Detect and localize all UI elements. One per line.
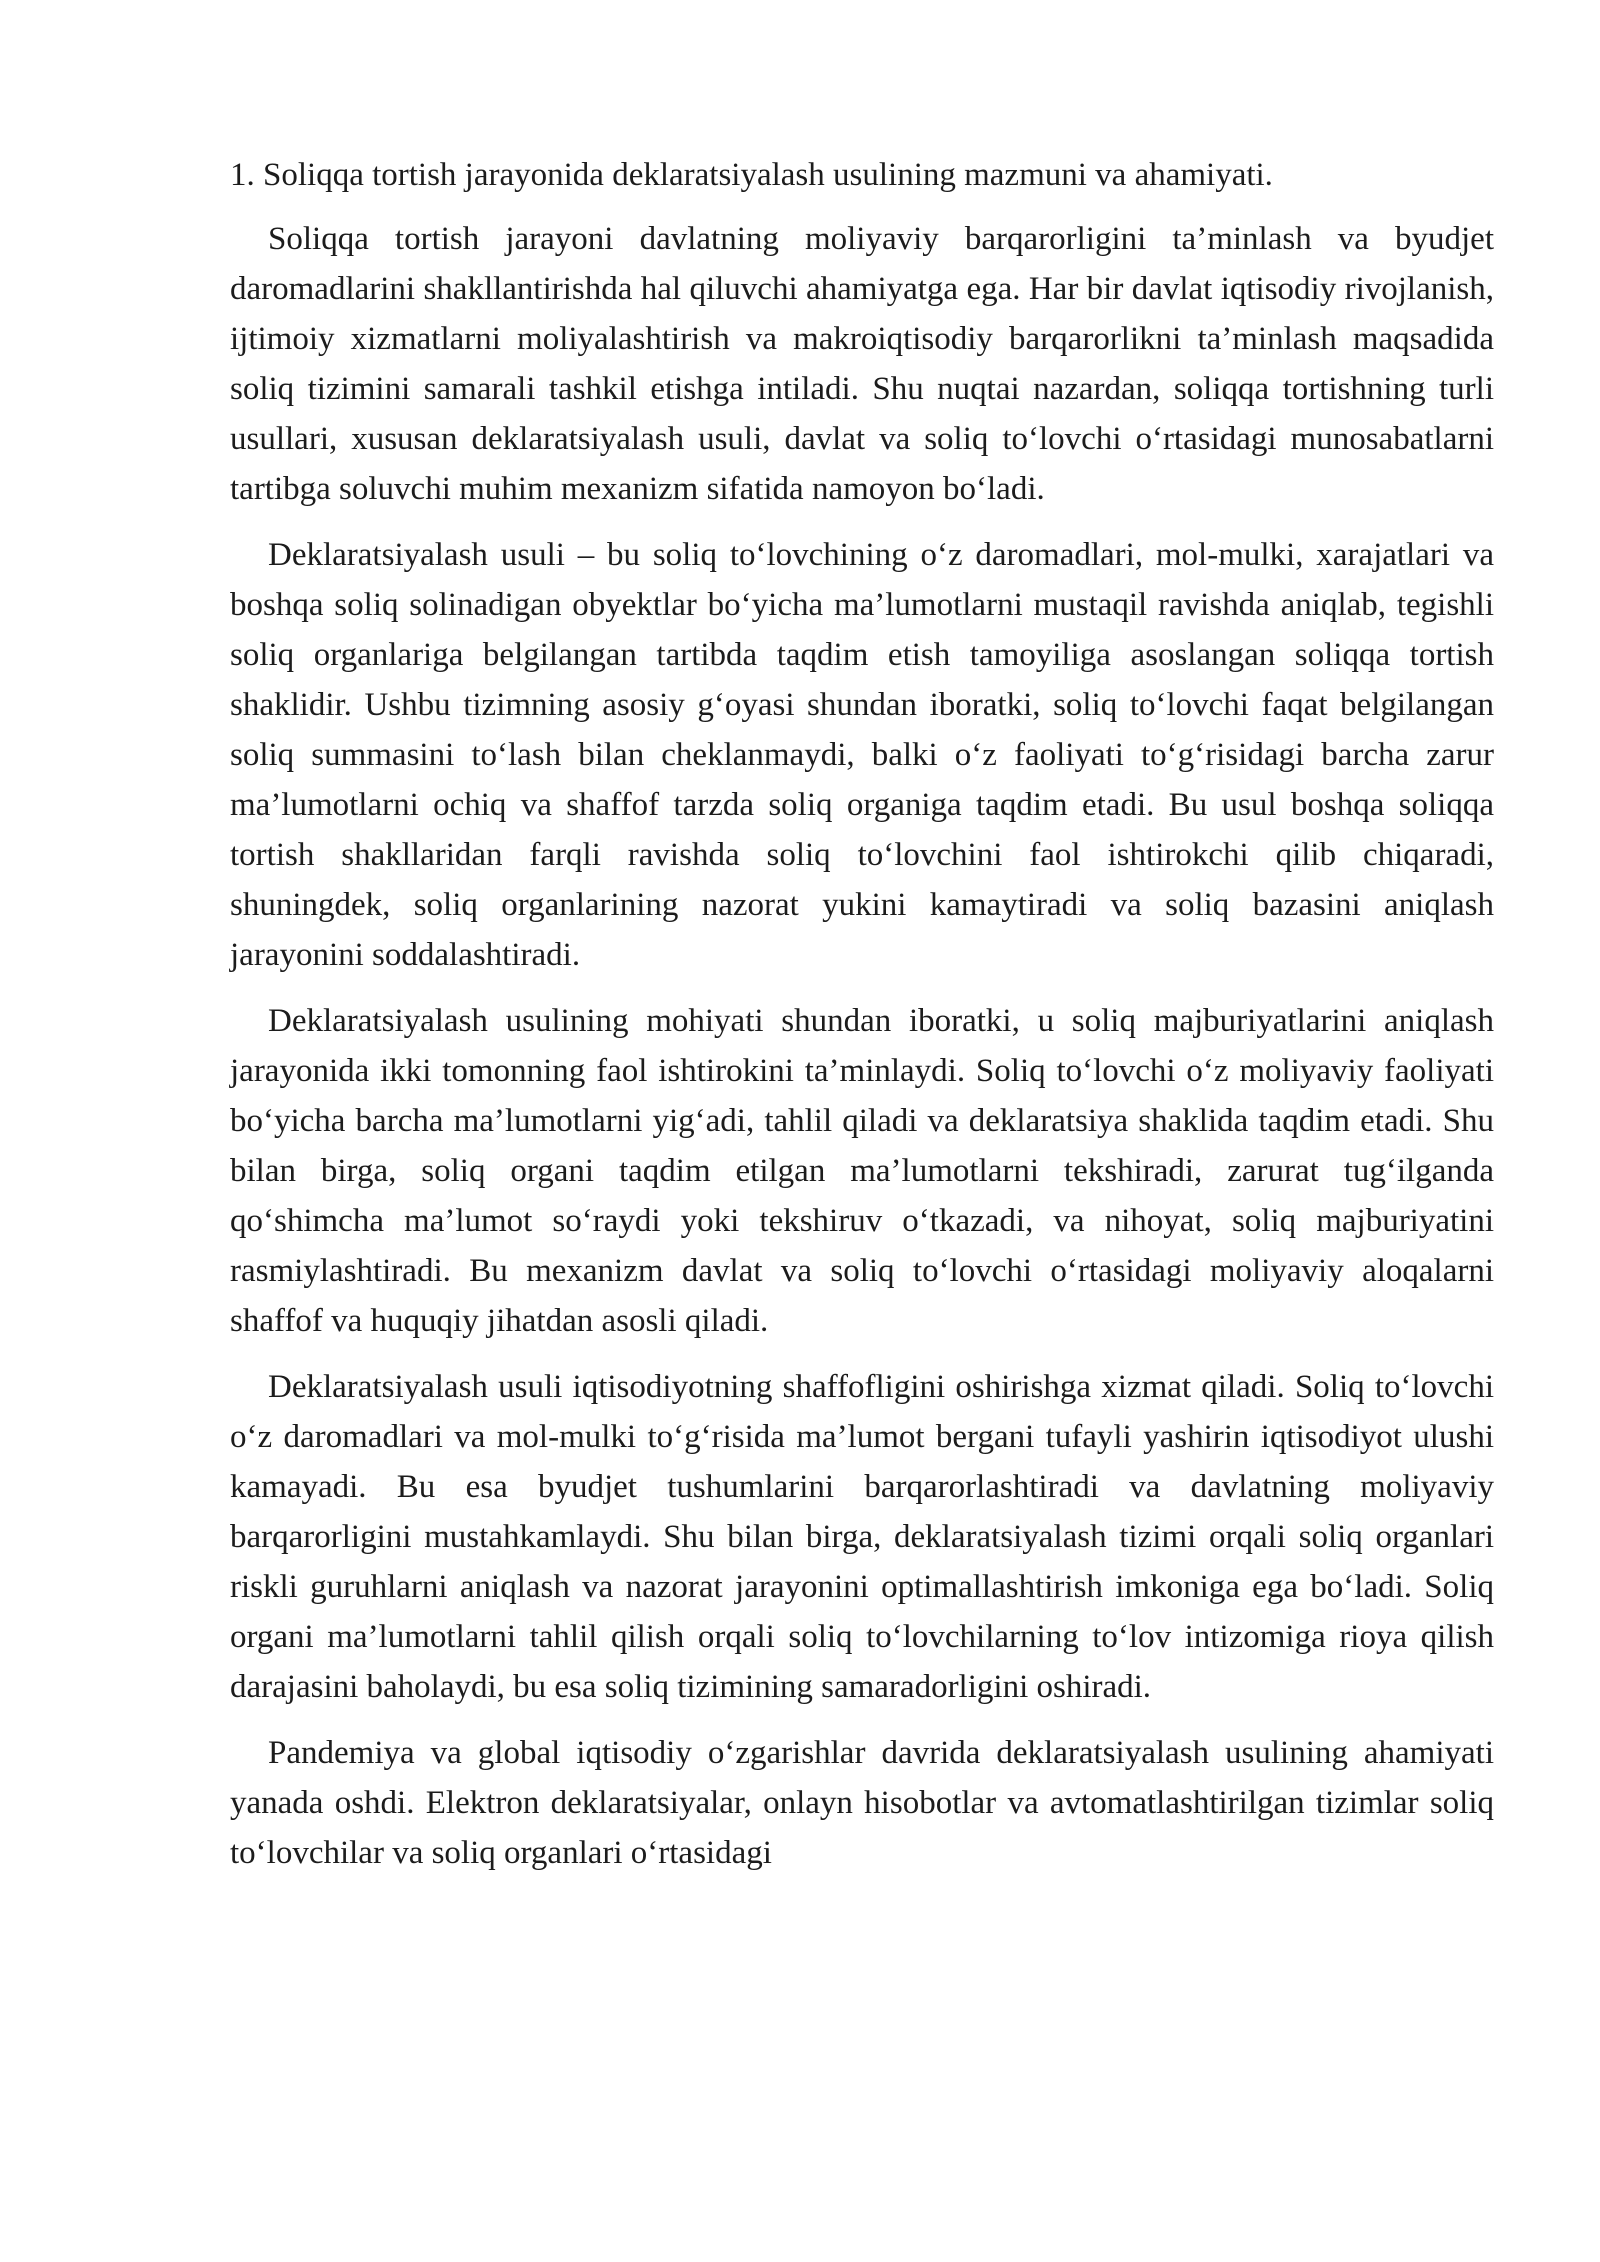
- paragraph-4: Deklaratsiyalash usuli iqtisodiyotning shaffofligini oshirishga xizmat qiladi. Soliq to‘lovchi o‘z daromadlari va mol-mulki to‘g‘risida ma’lumot bergani tufayli yashirin iqtisodiyot ulushi kamayadi. Bu esa byudjet tushumlarini barqarorlashtiradi va davlatning moliyaviy barqarorligini mustahkamlaydi. Shu bilan birga, deklaratsiyalash tizimi orqali soliq organlari riskli guruhlarni aniqlash va nazorat jarayonini optimallashtirish imkoniga ega bo‘ladi. Soliq organi ma’lumotlarni tahlil qilish orqali soliq to‘lovchilarning to‘lov intizomiga rioya qilish darajasini baholaydi, bu esa soliq tizimining samaradorligini oshiradi.: [230, 1369, 1494, 1705]
- paragraph-5: Pandemiya va global iqtisodiy o‘zgarishlar davrida deklaratsiyalash usulining ahamiyati yanada oshdi. Elektron deklaratsiyalar, onlayn hisobotlar va avtomatlashtirilgan tizimlar soliq to‘lovchilar va soliq organlari o‘rtasidagi: [230, 1735, 1494, 1871]
- paragraph-2: Deklaratsiyalash usuli – bu soliq to‘lovchining o‘z daromadlari, mol-mulki, xarajatlari va boshqa soliq solinadigan obyektlar bo‘yicha ma’lumotlarni mustaqil ravishda aniqlab, tegishli soliq organlariga belgilangan tartibda taqdim etish tamoyiliga asoslangan soliqqa tortish shaklidir. Ushbu tizimning asosiy g‘oyasi shundan iboratki, soliq to‘lovchi faqat belgilangan soliq summasini to‘lash bilan cheklanmaydi, balki o‘z faoliyati to‘g‘risidagi barcha zarur ma’lumotlarni ochiq va shaffof tarzda soliq organiga taqdim etadi. Bu usul boshqa soliqqa tortish shakllaridan farqli ravishda soliq to‘lovchini faol ishtirokchi qilib chiqaradi, shuningdek, soliq organlarining nazorat yukini kamaytiradi va soliq bazasini aniqlash jarayonini soddalashtiradi.: [230, 537, 1494, 973]
- paragraph-3: Deklaratsiyalash usulining mohiyati shundan iboratki, u soliq majburiyatlarini aniqlash jarayonida ikki tomonning faol ishtirokini ta’minlaydi. Soliq to‘lovchi o‘z moliyaviy faoliyati bo‘yicha barcha ma’lumotlarni yig‘adi, tahlil qiladi va deklaratsiya shaklida taqdim etadi. Shu bilan birga, soliq organi taqdim etilgan ma’lumotlarni tekshiradi, zarurat tug‘ilganda qo‘shimcha ma’lumot so‘raydi yoki tekshiruv o‘tkazadi, va nihoyat, soliq majburiyatini rasmiylashtiradi. Bu mexanizm davlat va soliq to‘lovchi o‘rtasidagi moliyaviy aloqalarni shaffof va huquqiy jihatdan asosli qiladi.: [230, 1003, 1494, 1339]
- paragraph-1: Soliqqa tortish jarayoni davlatning moliyaviy barqarorligini ta’minlash va byudjet daromadlarini shakllantirishda hal qiluvchi ahamiyatga ega. Har bir davlat iqtisodiy rivojlanish, ijtimoiy xizmatlarni moliyalashtirish va makroiqtisodiy barqarorlikni ta’minlash maqsadida soliq tizimini samarali tashkil etishga intiladi. Shu nuqtai nazardan, soliqqa tortishning turli usullari, xususan deklaratsiyalash usuli, davlat va soliq to‘lovchi o‘rtasidagi munosabatlarni tartibga soluvchi muhim mexanizm sifatida namoyon bo‘ladi.: [230, 221, 1494, 507]
- document-page: [230, 150, 1494, 1894]
- section-heading: 1. Soliqqa tortish jarayonida deklaratsiyalash usulining mazmuni va ahamiyati.: [230, 157, 1273, 193]
